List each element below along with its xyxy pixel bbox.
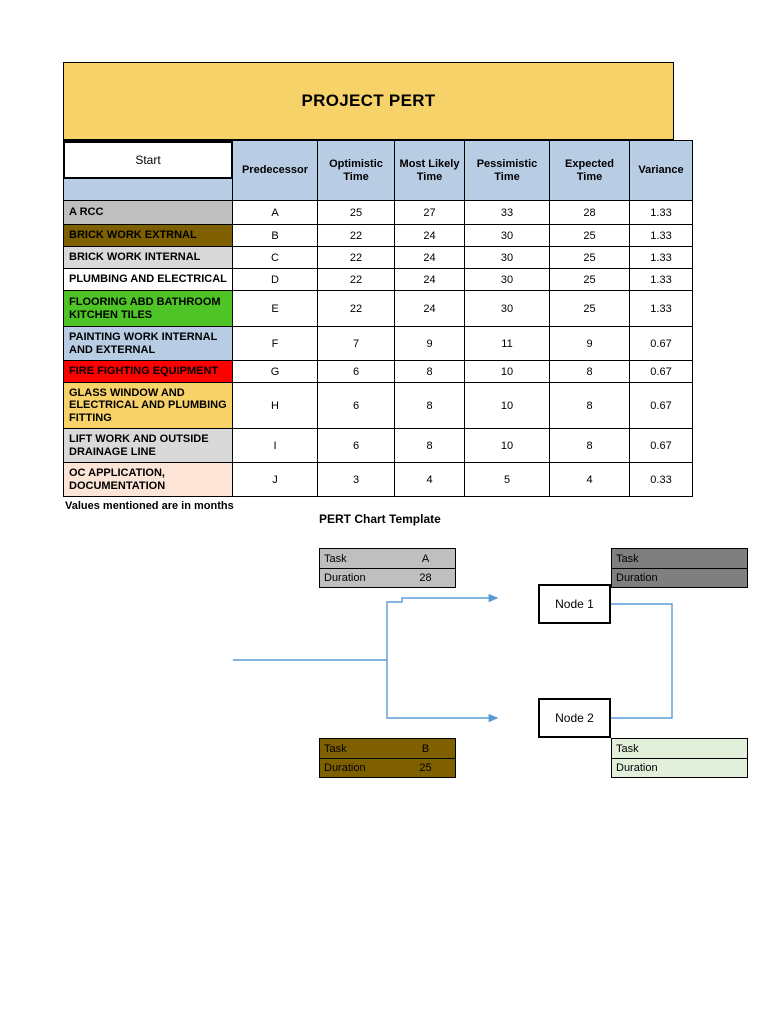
cell-variance: 0.33 [630,463,693,497]
cell-expected-time: 4 [550,463,630,497]
table-row [64,247,693,269]
cell-predecessor: B [233,225,318,247]
column-header-variance: Variance [630,141,693,201]
cell-optimistic-time: 6 [318,383,395,429]
cell-pessimistic-time: 30 [465,291,550,327]
task-card-d-duration-row [612,758,747,777]
column-header-pessimistic-time: Pessimistic Time [465,141,550,201]
cell-task-name: BRICK WORK EXTRNAL [64,225,233,247]
table-row [64,269,693,291]
task-card-c-task-label: Task [616,552,639,565]
task-card-b-task-value: B [421,742,430,755]
task-card-c[interactable] [611,548,748,588]
task-card-a-task-row [320,549,455,568]
cell-expected-time: 28 [550,201,630,225]
column-header-optimistic-time: Optimistic Time [318,141,395,201]
column-header-most-likely-time: Most Likely Time [395,141,465,201]
task-card-b-task-label: Task [324,742,347,755]
cell-pessimistic-time: 10 [465,383,550,429]
cell-optimistic-time: 22 [318,291,395,327]
cell-predecessor: F [233,327,318,361]
cell-expected-time: 25 [550,269,630,291]
cell-most-likely-time: 9 [395,327,465,361]
table-row [64,463,693,497]
cell-expected-time: 9 [550,327,630,361]
table-row [64,383,693,429]
project-pert-sheet [63,62,684,512]
cell-most-likely-time: 8 [395,361,465,383]
table-row [64,361,693,383]
table-row [64,201,693,225]
cell-predecessor: G [233,361,318,383]
cell-most-likely-time: 27 [395,201,465,225]
cell-variance: 1.33 [630,269,693,291]
task-card-a-duration-row [320,568,455,587]
table-note: Values mentioned are in months [65,500,234,512]
cell-pessimistic-time: 11 [465,327,550,361]
cell-pessimistic-time: 30 [465,269,550,291]
table-row [64,291,693,327]
column-header-predecessor: Predecessor [233,141,318,201]
node-2[interactable] [538,698,611,738]
cell-task-name: PLUMBING AND ELECTRICAL [64,269,233,291]
task-card-b-duration-row [320,758,455,777]
cell-variance: 1.33 [630,225,693,247]
cell-expected-time: 8 [550,361,630,383]
task-card-d-task-label: Task [616,742,639,755]
table-row [64,225,693,247]
cell-task-name: FIRE FIGHTING EQUIPMENT [64,361,233,383]
task-card-d-task-row [612,739,747,758]
cell-predecessor: H [233,383,318,429]
cell-expected-time: 25 [550,247,630,269]
task-card-c-duration-label: Duration [616,572,658,584]
cell-pessimistic-time: 10 [465,361,550,383]
title-banner [63,62,674,140]
task-card-b[interactable] [319,738,456,778]
node-2-label: Node 2 [555,711,594,725]
cell-task-name: FLOORING ABD BATHROOM KITCHEN TILES [64,291,233,327]
cell-expected-time: 8 [550,429,630,463]
cell-pessimistic-time: 5 [465,463,550,497]
cell-task-name: GLASS WINDOW AND ELECTRICAL AND PLUMBING FITTING [64,383,233,429]
table-row [64,429,693,463]
task-card-a-task-value: A [421,552,430,565]
cell-expected-time: 25 [550,225,630,247]
chart-title: PERT Chart Template [319,512,441,526]
cell-variance: 0.67 [630,361,693,383]
task-card-b-duration-label: Duration [324,762,366,774]
cell-predecessor: J [233,463,318,497]
task-card-a-task-label: Task [324,552,347,565]
cell-task-name: BRICK WORK INTERNAL [64,247,233,269]
cell-optimistic-time: 7 [318,327,395,361]
task-card-d-duration-label: Duration [616,762,658,774]
cell-optimistic-time: 25 [318,201,395,225]
cell-optimistic-time: 3 [318,463,395,497]
cell-task-name: OC APPLICATION, DOCUMENTATION [64,463,233,497]
task-card-b-task-row [320,739,455,758]
cell-predecessor: I [233,429,318,463]
cell-variance: 0.67 [630,429,693,463]
table-body [64,201,693,497]
cell-pessimistic-time: 10 [465,429,550,463]
cell-optimistic-time: 22 [318,225,395,247]
cell-predecessor: C [233,247,318,269]
cell-variance: 1.33 [630,291,693,327]
cell-variance: 0.67 [630,327,693,361]
task-card-d[interactable] [611,738,748,778]
cell-task-name: PAINTING WORK INTERNAL AND EXTERNAL [64,327,233,361]
node-1[interactable] [538,584,611,624]
column-header-expected-time: Expected Time [550,141,630,201]
cell-pessimistic-time: 33 [465,201,550,225]
cell-predecessor: E [233,291,318,327]
start-node[interactable] [63,141,233,179]
cell-most-likely-time: 8 [395,383,465,429]
cell-optimistic-time: 6 [318,361,395,383]
page-title: PROJECT PERT [301,91,436,110]
task-card-a[interactable] [319,548,456,588]
cell-task-name: LIFT WORK AND OUTSIDE DRAINAGE LINE [64,429,233,463]
task-card-c-task-row [612,549,747,568]
cell-pessimistic-time: 30 [465,225,550,247]
cell-optimistic-time: 6 [318,429,395,463]
start-node-label: Start [135,153,161,167]
task-card-b-duration-value: 25 [419,762,432,774]
cell-variance: 1.33 [630,247,693,269]
cell-most-likely-time: 24 [395,269,465,291]
cell-optimistic-time: 22 [318,269,395,291]
cell-variance: 0.67 [630,383,693,429]
task-card-a-duration-value: 28 [419,572,432,584]
cell-most-likely-time: 24 [395,247,465,269]
task-card-c-duration-row [612,568,747,587]
table-row [64,327,693,361]
pert-table [63,140,693,497]
cell-most-likely-time: 24 [395,291,465,327]
cell-pessimistic-time: 30 [465,247,550,269]
cell-expected-time: 8 [550,383,630,429]
node-1-label: Node 1 [555,597,594,611]
cell-predecessor: A [233,201,318,225]
cell-most-likely-time: 4 [395,463,465,497]
cell-variance: 1.33 [630,201,693,225]
cell-most-likely-time: 24 [395,225,465,247]
cell-task-name: A RCC [64,201,233,225]
task-card-a-duration-label: Duration [324,572,366,584]
cell-predecessor: D [233,269,318,291]
cell-expected-time: 25 [550,291,630,327]
cell-most-likely-time: 8 [395,429,465,463]
cell-optimistic-time: 22 [318,247,395,269]
